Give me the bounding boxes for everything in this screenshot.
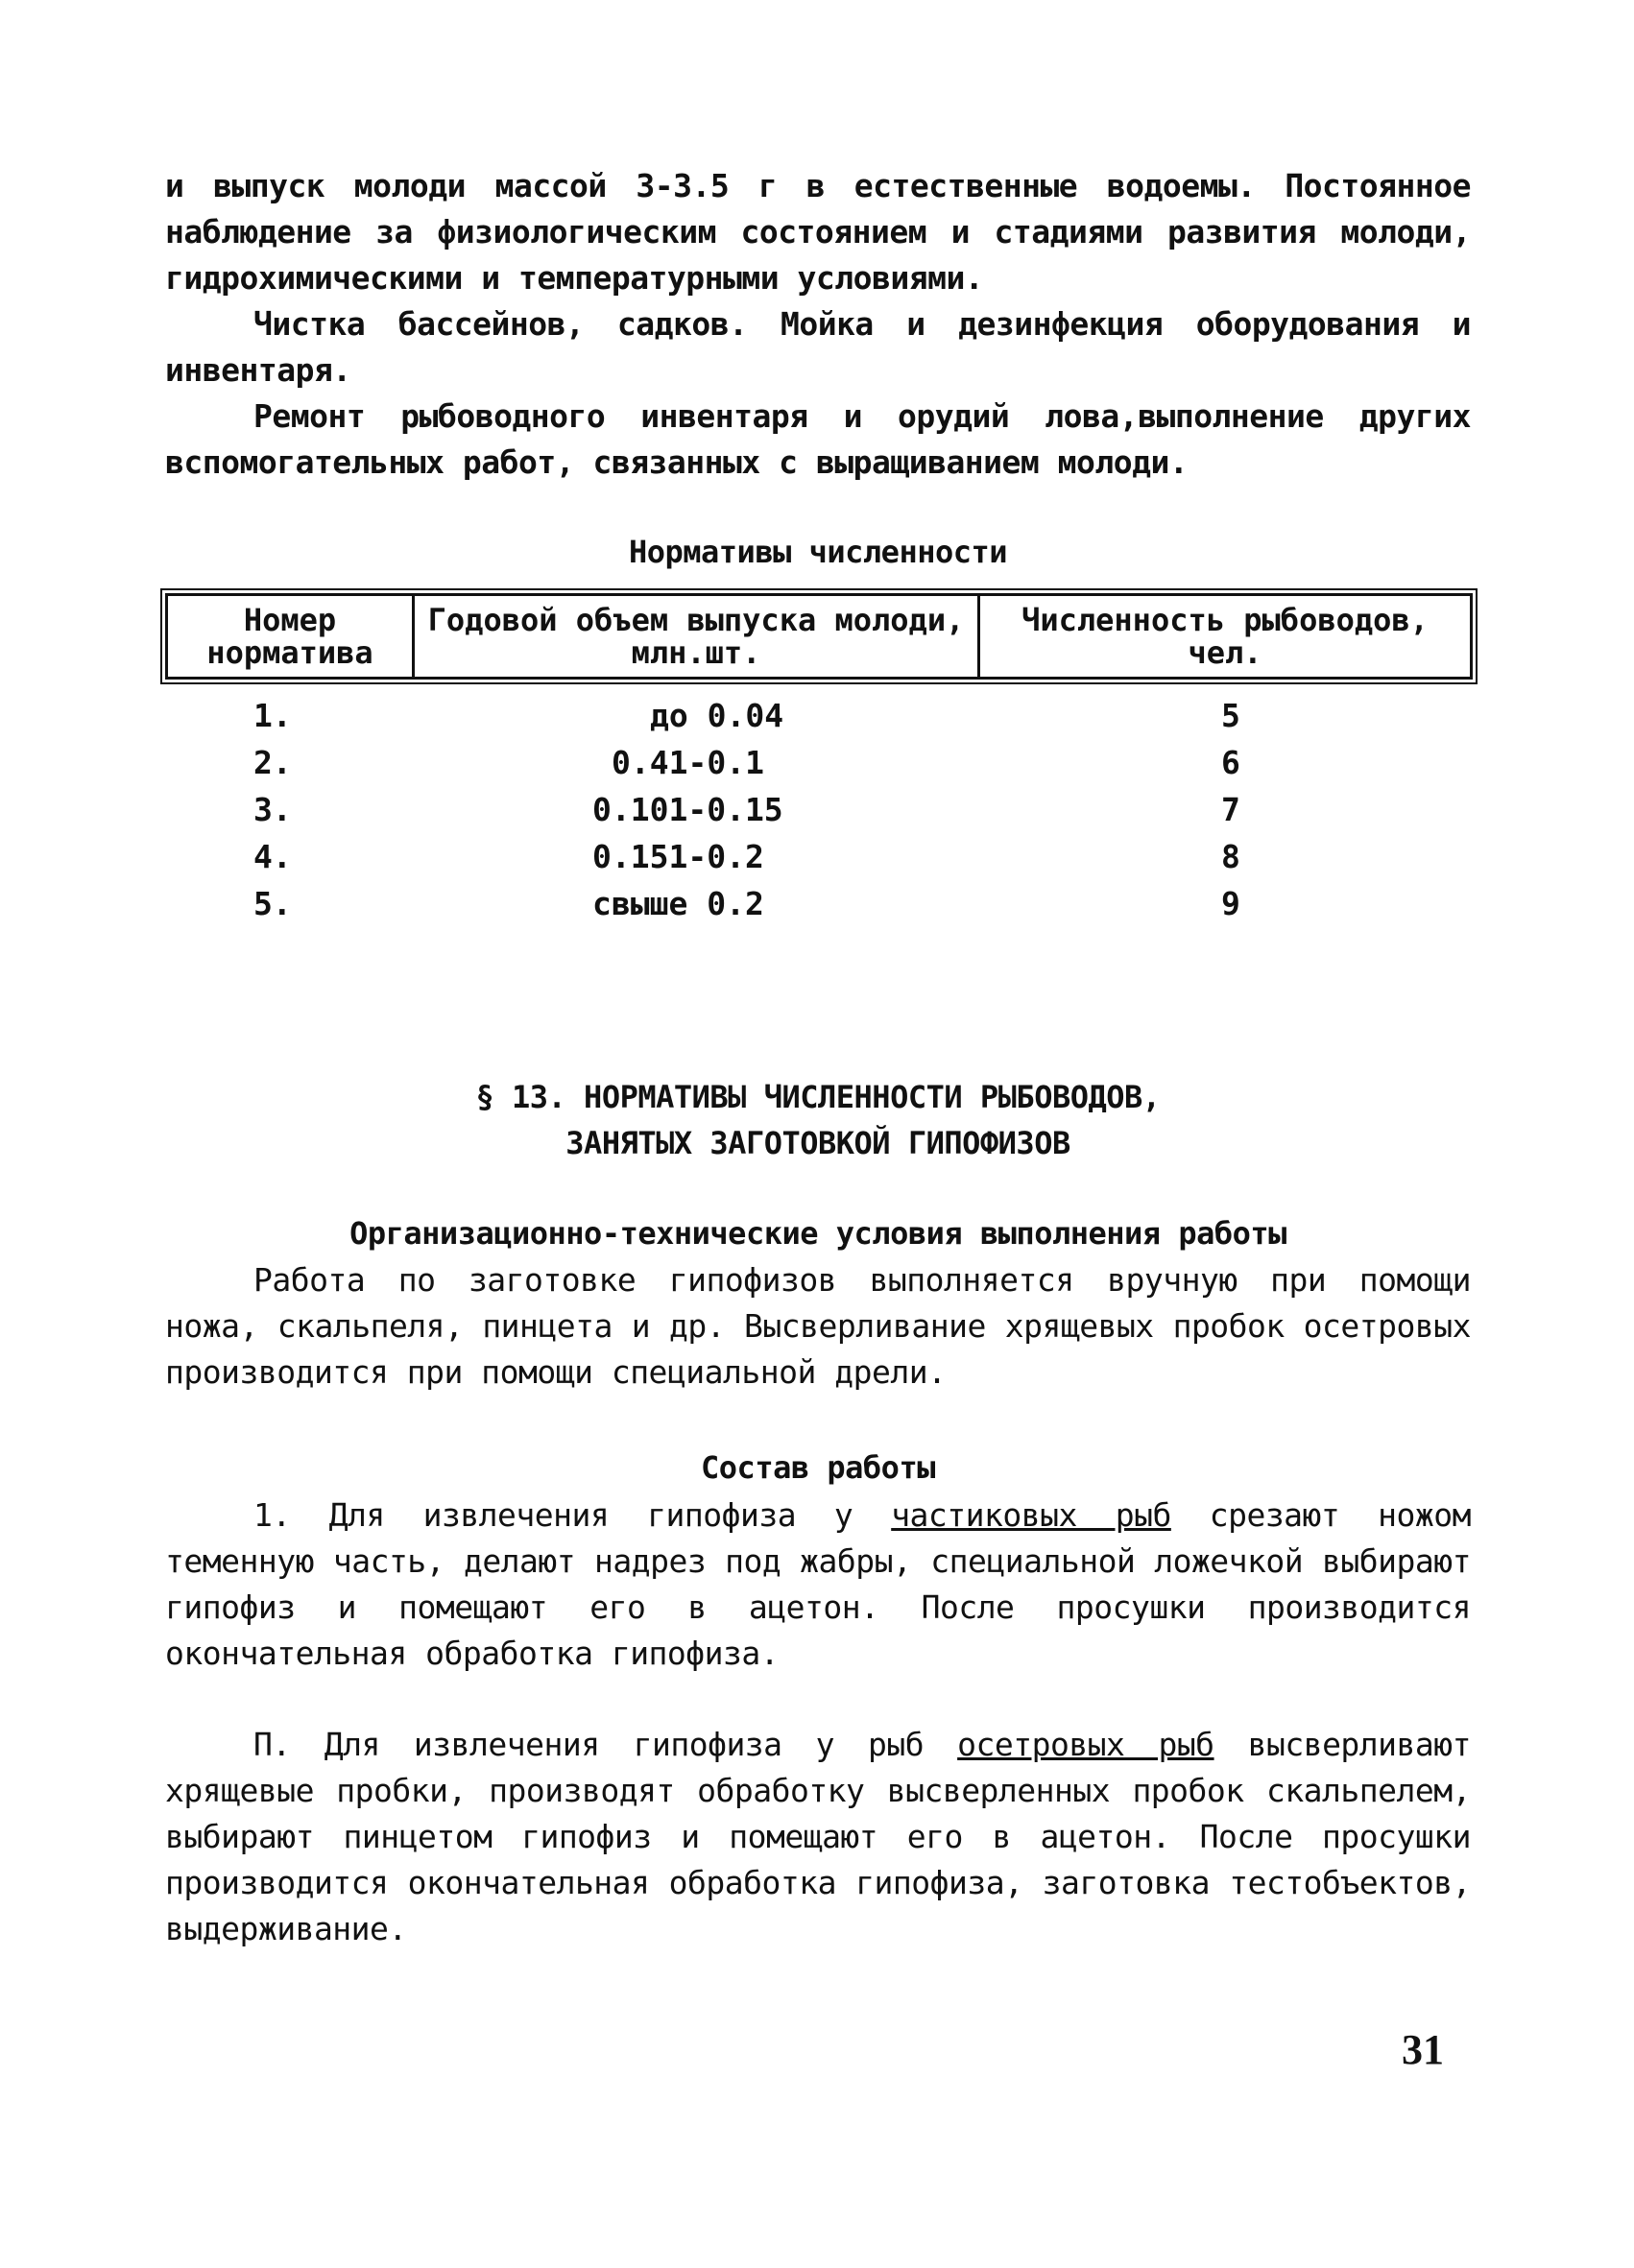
- norms-table-body: [165, 697, 1473, 932]
- underlined-term: частиковых рыб: [891, 1496, 1171, 1534]
- header-staff: Численность рыбоводов, чел.: [979, 595, 1472, 679]
- section-title-line-1: § 13. НОРМАТИВЫ ЧИСЛЕННОСТИ РЫБОВОДОВ,: [475, 1079, 1161, 1115]
- header-number: Номер норматива: [167, 595, 414, 679]
- table-row: 4. 0.151-0.2 8: [253, 838, 1240, 875]
- header-volume: Годовой объем выпуска молоди, млн.шт.: [414, 595, 979, 679]
- org-conditions-heading: Организационно-технические условия выполнения работы: [349, 1215, 1286, 1252]
- work-composition-heading: Состав работы: [701, 1449, 935, 1486]
- table-row: 1. до 0.04 5: [253, 697, 1240, 734]
- intro-paragraph-3: Ремонт рыбоводного инвентаря и орудий лова,выполнение других вспомогательных работ, связанных с выращиванием молоди.: [165, 397, 1471, 481]
- org-conditions-text: Работа по заготовке гипофизов выполняется вручную при помощи ножа, скальпеля, пинцета и др. Высверливание хрящевых пробок осетровых производится при помощи специальной дрели.: [165, 1261, 1471, 1391]
- table-title: Нормативы численности: [628, 534, 1008, 570]
- work-item-2: П. Для извлечения гипофиза у рыб осетровых рыб высверливают хрящевые пробки, производят обработку высверленных пробок скальпелем, выбирают пинцетом гипофиз и помещают его в ацетон. После просушки производится окончательная обработка гипофиза, заготовка тестобъектов, выдерживание.: [165, 1726, 1472, 1947]
- intro-paragraph-2: Чистка бассейнов, садков. Мойка и дезинфекция оборудования и инвентаря.: [165, 305, 1471, 389]
- intro-paragraph-1: и выпуск молоди массой 3-3.5 г в естественные водоемы. Постоянное наблюдение за физиологическим состоянием и стадиями развития молоди, гидрохимическими и температурными условиями.: [165, 167, 1471, 297]
- table-row: 3. 0.101-0.15 7: [253, 791, 1240, 828]
- underlined-term: осетровых рыб: [957, 1726, 1214, 1763]
- table-row: 5. свыше 0.2 9: [253, 885, 1240, 922]
- norms-table-header: [165, 593, 1473, 680]
- section-title-line-2: ЗАНЯТЫХ ЗАГОТОВКОЙ ГИПОФИЗОВ: [565, 1125, 1070, 1161]
- page-number: 31: [1402, 2026, 1444, 2073]
- table-row: 2. 0.41-0.1 6: [253, 744, 1240, 781]
- work-item-1: 1. Для извлечения гипофиза у частиковых рыб срезают ножом теменную часть, делают надрез под жабры, специальной ложечкой выбирают гипофиз и помещают его в ацетон. После просушки производится окончательная обработка гипофиза.: [165, 1496, 1471, 1672]
